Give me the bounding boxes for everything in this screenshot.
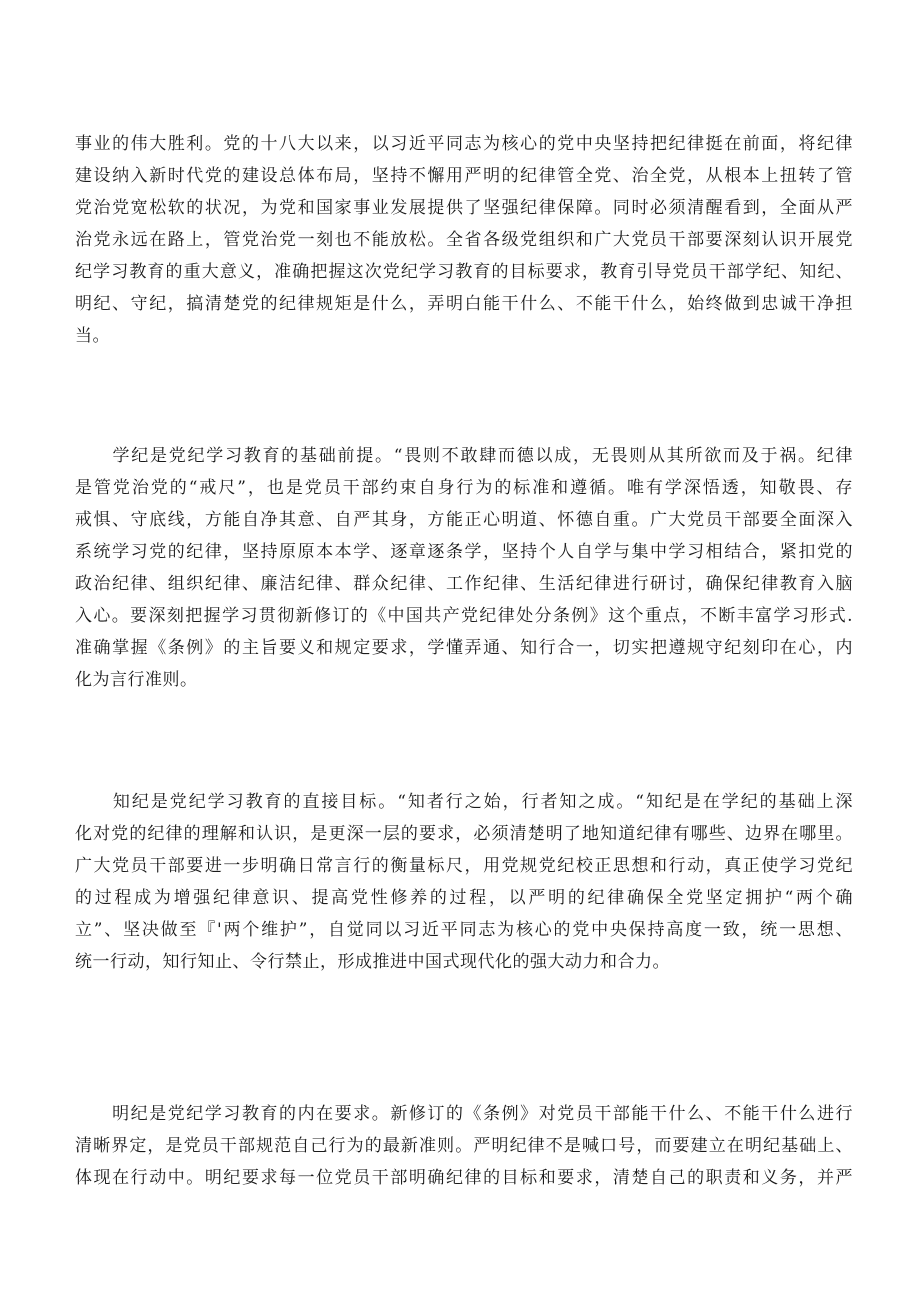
paragraph-line: 化为言行准则。	[75, 670, 198, 690]
paragraph-line: 系统学习党的纪律，坚持原原本本学、逐章逐条学，坚持个人自学与集中学习相结合，紧扣党的	[75, 542, 853, 562]
paragraph-line: 戒惧、守底线，方能自净其意、自严其身，方能正心明道、怀德自重。广大党员干部要全面深入	[75, 510, 853, 530]
paragraph-line: 政治纪律、组织纪律、廉洁纪律、群众纪律、工作纪律、生活纪律进行研讨，确保纪律教育入脑	[75, 574, 853, 594]
paragraph-line: 当。	[75, 326, 110, 346]
paragraph-line: 入心。要深刻把握学习贯彻新修订的《中国共产党纪律处分条例》这个重点，不断丰富学习形式.	[75, 606, 853, 626]
paragraph-line: 准确掌握《条例》的主旨要义和规定要求，学懂弄通、知行合一，切实把遵规守纪刻印在心，内	[75, 638, 853, 658]
paragraph-line: 清晰界定，是党员干部规范自己行为的最新准则。严明纪律不是喊口号，而要建立在明纪基础上、	[75, 1136, 853, 1156]
paragraph-line: 化对党的纪律的理解和认识，是更深一层的要求，必须清楚明了地知道纪律有哪些、边界在哪里。	[75, 824, 853, 844]
paragraph-line: 治党永远在路上，管党治党一刻也不能放松。全省各级党组织和广大党员干部要深刻认识开展党	[75, 230, 853, 250]
paragraph-1	[75, 128, 853, 352]
paragraph-line: 明纪是党纪学习教育的内在要求。新修订的《条例》对党员干部能干什么、不能干什么进行	[75, 1104, 853, 1124]
paragraph-line: 体现在行动中。明纪要求每一位党员干部明确纪律的目标和要求，清楚自己的职责和义务，并严	[75, 1168, 853, 1188]
paragraph-line: 学纪是党纪学习教育的基础前提。“畏则不敢肆而德以成，无畏则从其所欲而及于祸。纪律	[75, 446, 853, 466]
paragraph-line: 事业的伟大胜利。党的十八大以来，以习近平同志为核心的党中央坚持把纪律挺在前面，将纪律	[75, 134, 853, 154]
paragraph-line: 立”、坚决做至『'两个维护”，自觉同以习近平同志为核心的党中央保持高度一致，统一思想、	[75, 920, 853, 940]
paragraph-line: 建设纳入新时代党的建设总体布局，坚持不懈用严明的纪律管全党、治全党，从根本上扭转了管	[75, 166, 853, 186]
paragraph-2	[75, 440, 853, 696]
paragraph-line: 纪学习教育的重大意义，准确把握这次党纪学习教育的目标要求，教育引导党员干部学纪、知纪、	[75, 262, 853, 282]
paragraph-line: 党治党宽松软的状况，为党和国家事业发展提供了坚强纪律保障。同时必须清醒看到，全面从严	[75, 198, 853, 218]
paragraph-line: 是管党治党的“戒尺”，也是党员干部约束自身行为的标准和遵循。唯有学深悟透，知敬畏、存	[75, 478, 853, 498]
paragraph-4	[75, 1098, 853, 1194]
paragraph-line: 明纪、守纪，搞清楚党的纪律规矩是什么，弄明白能干什么、不能干什么，始终做到忠诚干净担	[75, 294, 853, 314]
paragraph-line: 知纪是党纪学习教育的直接目标。“知者行之始，行者知之成。“知纪是在学纪的基础上深	[75, 792, 853, 812]
paragraph-line: 广大党员干部要进一步明确日常言行的衡量标尺，用党规党纪校正思想和行动，真正使学习党纪	[75, 856, 853, 876]
paragraph-3	[75, 786, 853, 978]
paragraph-line: 的过程成为增强纪律意识、提高党性修养的过程，以严明的纪律确保全党坚定拥护“两个确	[75, 888, 853, 908]
paragraph-line: 统一行动，知行知止、令行禁止，形成推进中国式现代化的强大动力和合力。	[75, 952, 670, 972]
